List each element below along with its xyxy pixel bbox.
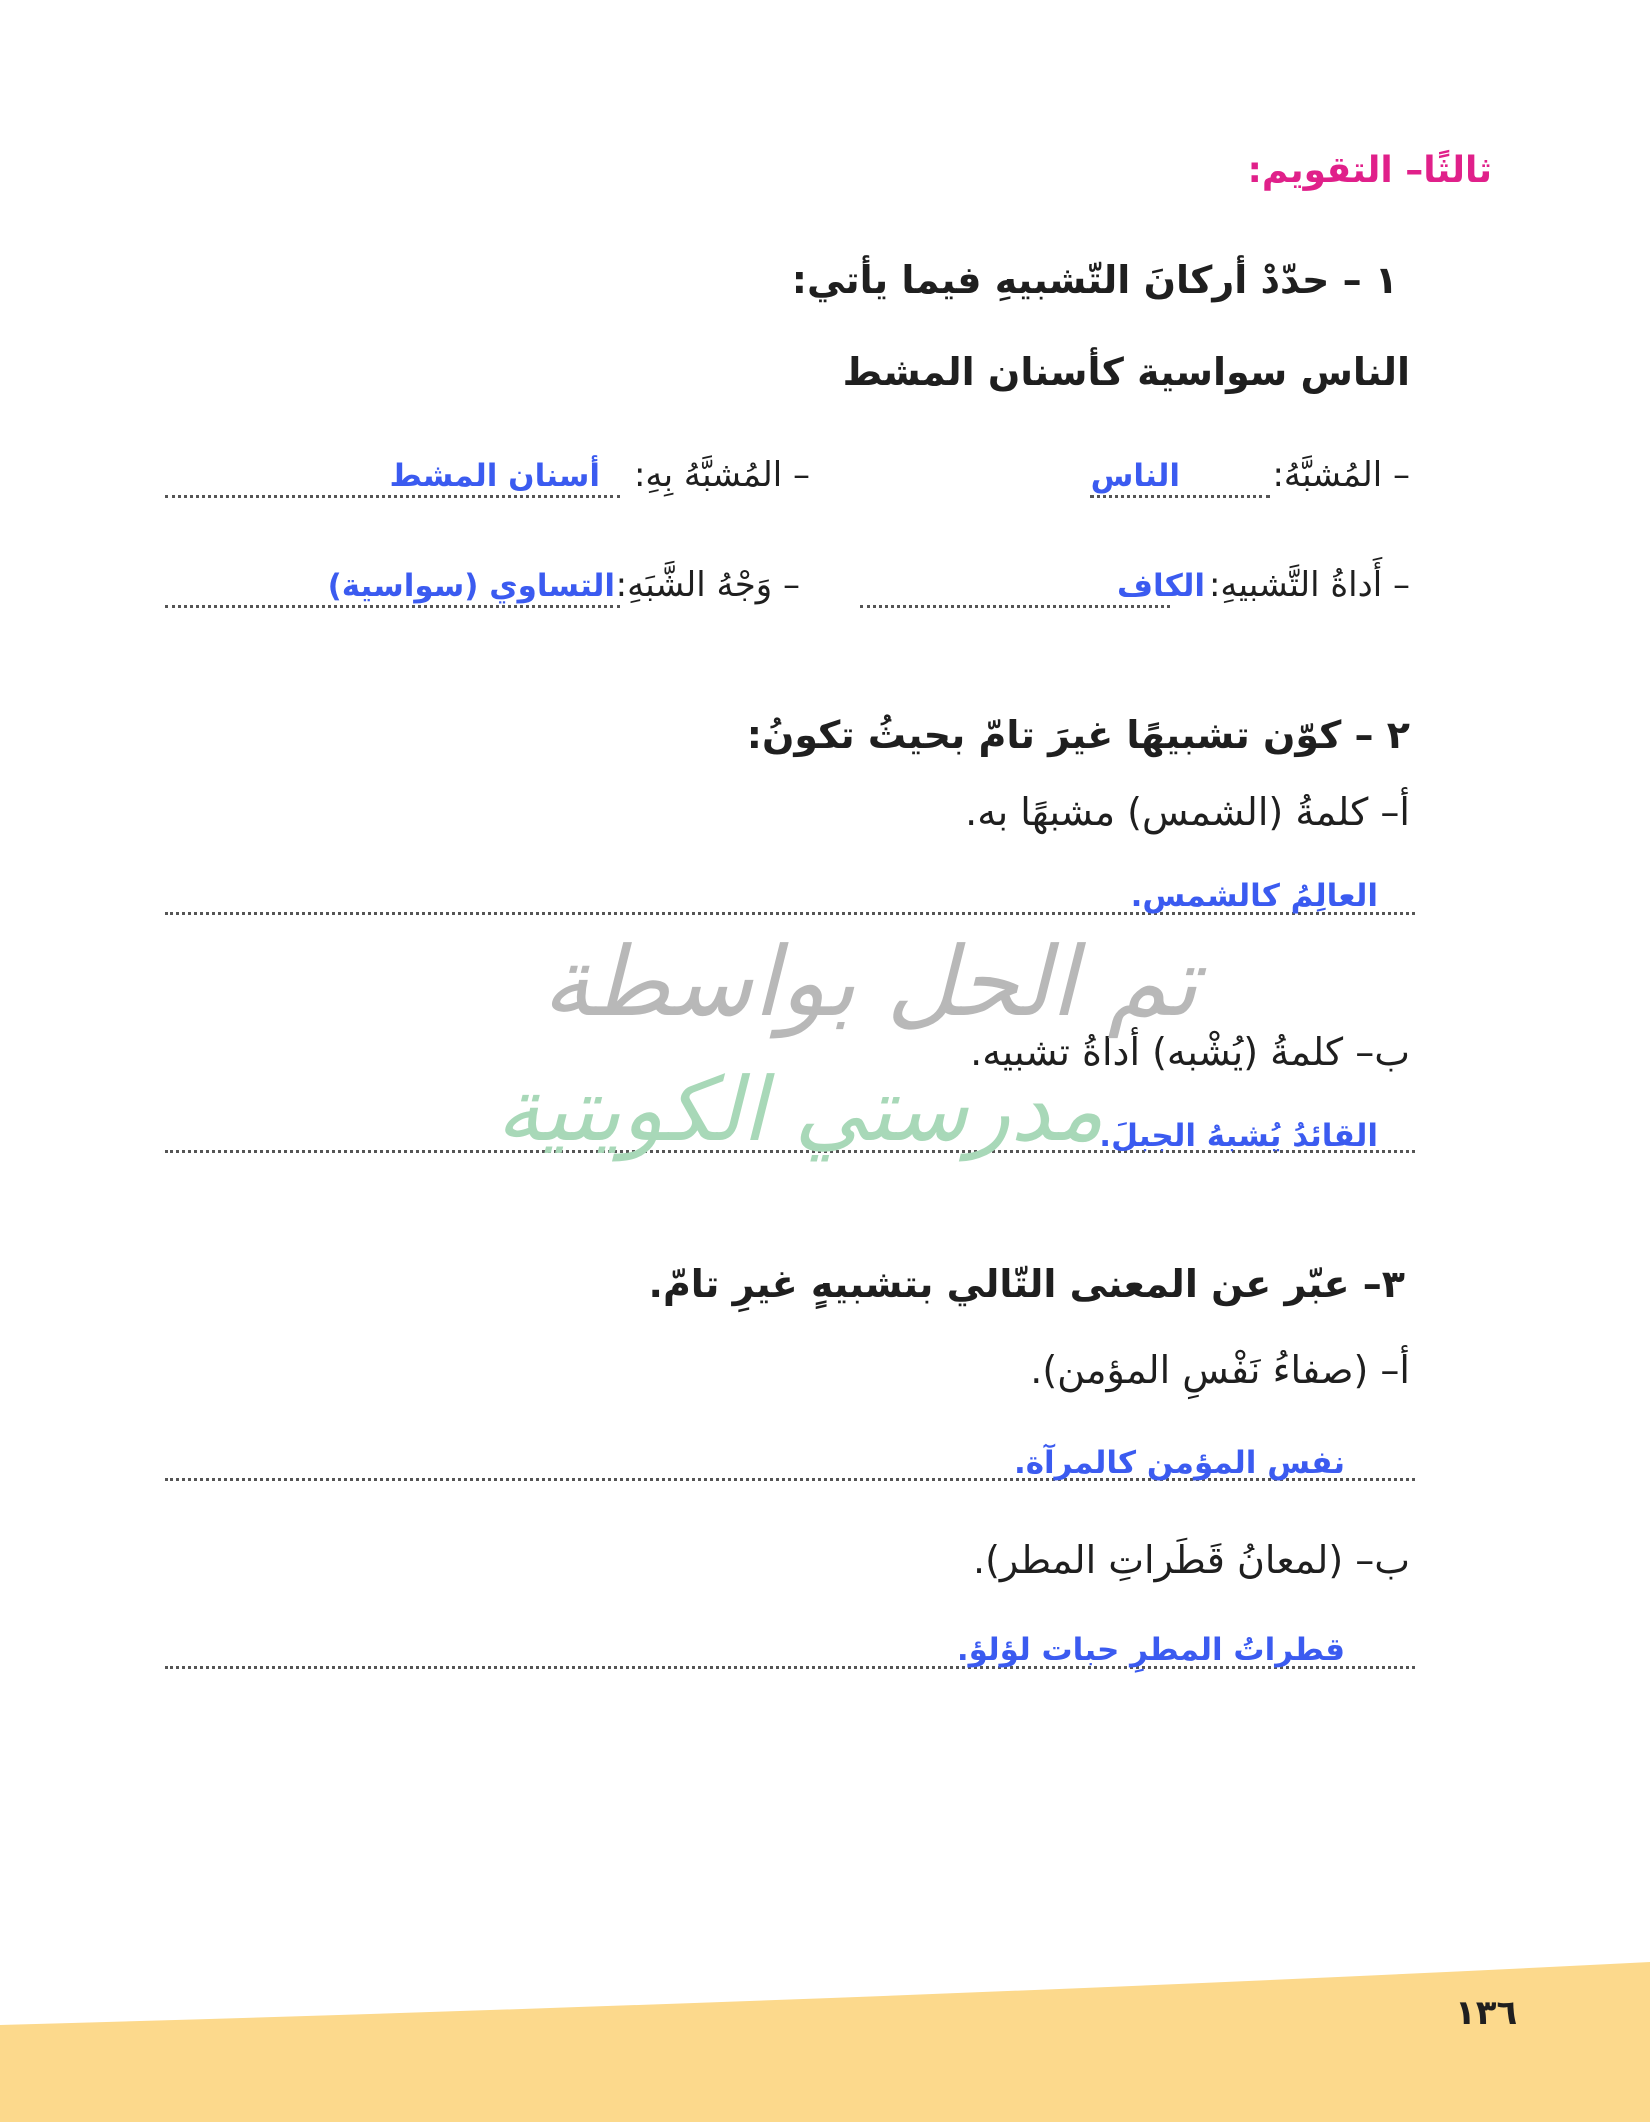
answer-line: [165, 495, 620, 498]
answer-line: [1090, 495, 1270, 498]
mushabbah-answer: الناس: [1090, 458, 1180, 494]
q2-b-answer: القائدُ يُشبهُ الجبلَ.: [1099, 1118, 1378, 1154]
adah-label: – أَداةُ التَّشبيهِ:: [1208, 565, 1410, 605]
q2-b-text: ب– كلمةُ (يُشْبه) أداةُ تشبيه.: [970, 1030, 1410, 1074]
answer-line: [165, 605, 620, 608]
q3-a-answer: نفس المؤمن كالمرآة.: [1013, 1445, 1345, 1481]
mushabbah-label: – المُشبَّهُ:: [1272, 455, 1410, 495]
page-number: ١٣٦: [1455, 1993, 1518, 2033]
mushabbah-bihi-label: – المُشبَّهُ بِهِ:: [633, 455, 810, 495]
q3-a-text: أ– (صفاءُ نَفْسِ المؤمن).: [1030, 1348, 1410, 1392]
adah-answer: الكاف: [1117, 568, 1205, 604]
q2-title: ٢ – كوّن تشبيهًا غيرَ تامّ بحيثُ تكونُ:: [746, 713, 1410, 757]
answer-line: [860, 605, 1170, 608]
watermark-line1: تم الحل بواسطة: [542, 926, 1198, 1038]
q2-a-text: أ– كلمةُ (الشمس) مشبهًا به.: [965, 790, 1410, 834]
q1-sentence: الناس سواسية كأسنان المشط: [842, 350, 1410, 394]
q3-b-text: ب– (لمعانُ قَطَراتِ المطر).: [973, 1538, 1410, 1582]
watermark-line2: مدرستي الكويتية: [496, 1058, 1104, 1161]
q2-a-answer: العالِمُ كالشمس.: [1130, 878, 1378, 914]
watermark: [470, 915, 1230, 1185]
watermark-graphic: [470, 915, 1230, 1185]
q3-title: ٣– عبّر عن المعنى التّالي بتشبيهٍ غيرِ تامّ.: [648, 1262, 1405, 1306]
section-title: ثالثًا– التقويم:: [1247, 150, 1492, 191]
wajh-answer: التساوي (سواسية): [327, 568, 615, 604]
wajh-label: – وَجْهُ الشَّبَهِ:: [615, 565, 800, 605]
q3-b-answer: قطراتُ المطرِ حبات لؤلؤ.: [956, 1632, 1345, 1668]
mushabbah-bihi-answer: أسنان المشط: [389, 458, 600, 494]
footer-band: [0, 1900, 1650, 2122]
q1-title: ١ – حدّدْ أركانَ التّشبيهِ فيما يأتي:: [791, 258, 1398, 302]
